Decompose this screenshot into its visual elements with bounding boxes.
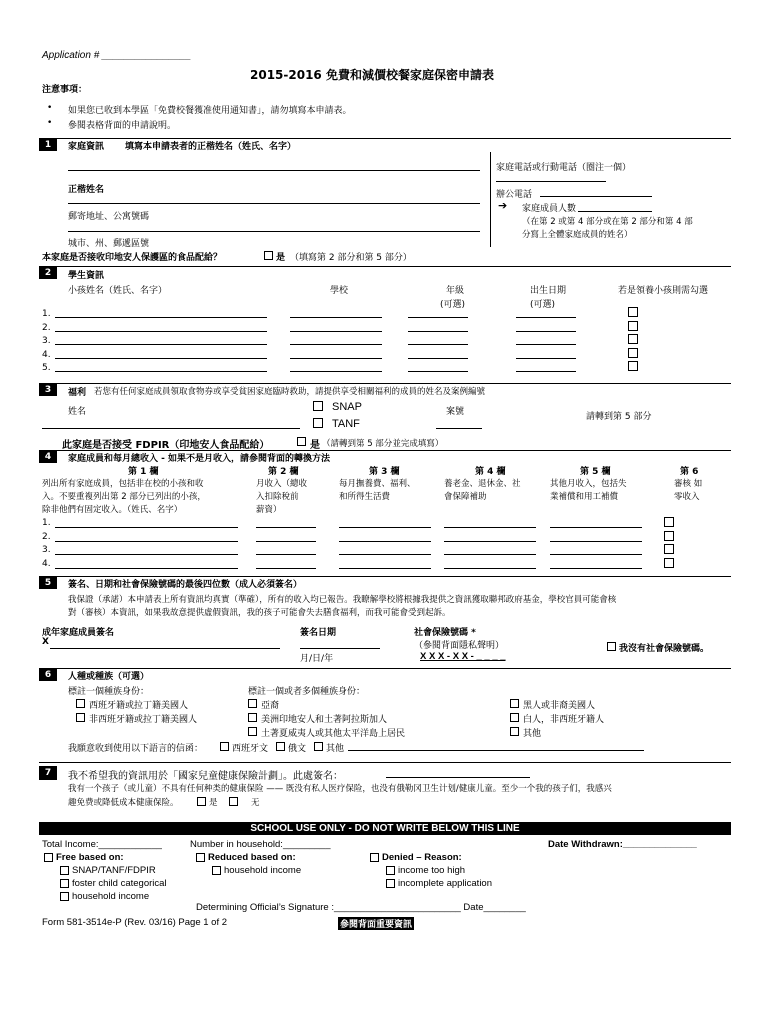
column-description: 每月撫養費、福利、 — [339, 479, 416, 489]
parent-name-field[interactable] — [68, 170, 480, 171]
note-item: 參閱表格背面的申請說明。 — [68, 121, 177, 131]
yes-label: 是 — [310, 440, 320, 451]
column-header: 出生日期 — [530, 286, 567, 296]
member-name-field[interactable] — [55, 527, 238, 528]
dob-field[interactable] — [516, 371, 576, 372]
row-number: 1. — [42, 518, 51, 528]
foster-checkbox[interactable] — [628, 307, 638, 317]
snap-checkbox[interactable] — [313, 401, 323, 411]
column-description: 零收入 — [674, 492, 700, 502]
option-label: 其他 — [326, 744, 345, 754]
no-ssn-label: 我沒有社會保險號碼。 — [619, 644, 710, 654]
option-label: 土著夏威夷人或其他太平洋島上居民 — [261, 729, 406, 739]
reduced-checkbox[interactable] — [196, 853, 205, 862]
column-description: 入扣除稅前 — [256, 492, 299, 502]
race-asian-checkbox[interactable] — [248, 699, 257, 708]
signature-date-field[interactable] — [300, 648, 380, 649]
denied-label: Denied – Reason: — [382, 852, 462, 863]
work-phone-label: 辦公電話 — [496, 190, 533, 200]
city-field[interactable] — [68, 231, 480, 232]
column-header: 年級 — [446, 286, 465, 296]
support-income-field[interactable] — [339, 554, 431, 555]
fdpir-yes-checkbox[interactable] — [264, 251, 273, 260]
grade-field[interactable] — [408, 344, 468, 345]
section-number: 3 — [39, 384, 57, 396]
row-number: 2. — [42, 531, 51, 542]
insurance-no-checkbox[interactable] — [229, 797, 238, 806]
city-label: 城市、州、郵遞區號 — [68, 239, 150, 249]
application-number: Application # ________________ — [42, 50, 192, 61]
ssn-note: （參閱背面隱私聲明） — [414, 641, 505, 651]
lang-other-field[interactable] — [348, 750, 644, 751]
column-description: 其他月收入，包括失 — [550, 479, 627, 489]
section-description: 對（審核）本資訊，如果我故意提供虛假資訊，我的孩子可能會失去膳食福利，而我可能會受到起訴。 — [68, 608, 451, 618]
section-heading: 人種或種族（可選） — [68, 672, 150, 682]
x-mark: X — [42, 637, 49, 647]
other-income-field[interactable] — [550, 527, 642, 528]
column-header: 若是領養小孩則需勾選 — [618, 286, 709, 296]
pension-income-field[interactable] — [444, 527, 536, 528]
fdpir-note: （填寫第 2 部分和第 5 部分） — [290, 253, 412, 263]
column-description: 業補償和用工補償 — [550, 492, 619, 502]
home-phone-label: 家庭電話或行動電話（圈注一個） — [496, 163, 632, 173]
child-name-field[interactable] — [55, 331, 267, 332]
option-label: household income — [224, 865, 302, 876]
race-native-american-checkbox[interactable] — [248, 713, 257, 722]
section-heading: 家庭成員和每月總收入 - 如果不是月收入，請參閱背面的轉換方法 — [68, 454, 331, 464]
column-description: 列出所有家庭成員，包括非在校的小孩和收 — [42, 479, 204, 489]
section-heading: 簽名、日期和社會保險號碼的最後四位數（成人必須簽名） — [68, 580, 303, 590]
option-label: 西班牙文 — [232, 744, 269, 754]
race-pacific-islander-checkbox[interactable] — [248, 727, 257, 736]
work-phone-field[interactable] — [540, 196, 652, 197]
no-label: 无 — [251, 798, 260, 808]
child-name-field[interactable] — [55, 358, 267, 359]
row-number: 3. — [42, 336, 51, 346]
option-label: foster child categorical — [72, 878, 167, 889]
other-income-field[interactable] — [550, 541, 642, 542]
column-description: 和所得生活費 — [339, 492, 391, 502]
free-label: Free based on: — [56, 852, 124, 863]
adult-signature-field[interactable] — [50, 648, 280, 649]
foster-checkbox[interactable] — [628, 321, 638, 331]
section-number: 2 — [39, 267, 57, 279]
form-id: Form 581-3514e-P (Rev. 03/16) Page 1 of 2 — [42, 917, 228, 928]
pension-income-field[interactable] — [444, 541, 536, 542]
arrow-right-icon: ➔ — [498, 199, 508, 212]
snap-label: SNAP — [332, 401, 362, 413]
monthly-income-field[interactable] — [256, 568, 316, 569]
column-divider — [490, 152, 491, 247]
other-income-field[interactable] — [550, 554, 642, 555]
grade-field[interactable] — [408, 371, 468, 372]
column-description: 會保障補助 — [444, 492, 487, 502]
row-number: 4. — [42, 558, 51, 569]
section-divider — [39, 762, 731, 763]
option-label: 西班牙籍或拉丁籍美國人 — [89, 701, 189, 711]
tanf-label: TANF — [332, 418, 360, 430]
section-heading: 學生資訊 — [68, 271, 105, 281]
goto-section-5: 請轉到第 5 部分 — [586, 412, 652, 422]
lang-spanish-checkbox[interactable] — [220, 742, 229, 751]
ssn-label: 社會保險號碼 * — [414, 628, 476, 638]
option-label: income too high — [398, 865, 466, 876]
bullet-icon: • — [47, 103, 53, 113]
pension-income-field[interactable] — [444, 554, 536, 555]
row-number: 4. — [42, 349, 51, 360]
household-count-label: 家庭成員人數 — [522, 204, 577, 214]
child-name-field[interactable] — [55, 317, 267, 318]
reduced-label: Reduced based on: — [208, 852, 296, 863]
adult-signature-label: 成年家庭成員簽名 — [42, 628, 115, 638]
section-heading: 我不希望我的資訊用於「國家兒童健康保險計劃」。此處簽名： — [68, 771, 343, 782]
fdpir-yes-checkbox[interactable] — [297, 437, 306, 446]
zero-income-checkbox[interactable] — [664, 558, 674, 568]
reduced-income-checkbox[interactable] — [212, 866, 221, 875]
child-name-field[interactable] — [55, 344, 267, 345]
household-count-field[interactable] — [578, 211, 652, 212]
address-field[interactable] — [68, 203, 480, 204]
pension-income-field[interactable] — [444, 568, 536, 569]
dob-field[interactable] — [516, 331, 576, 332]
benefit-name-field[interactable] — [42, 428, 300, 429]
page-title: 2015-2016 免費和減價校餐家庭保密申請表 — [250, 68, 494, 82]
column-header: 第 5 欄 — [580, 467, 611, 477]
race-black-checkbox[interactable] — [510, 699, 519, 708]
school-field[interactable] — [290, 331, 382, 332]
option-label: 非西班牙籍或拉丁籍美國人 — [89, 715, 198, 725]
zero-income-checkbox[interactable] — [664, 544, 674, 554]
school-field[interactable] — [290, 317, 382, 318]
ethnicity-label: 標註一個種族身份： — [68, 687, 150, 697]
ethnicity-hispanic-checkbox[interactable] — [76, 699, 85, 708]
signature-date-label: 簽名日期 — [300, 628, 337, 638]
free-snap-checkbox[interactable] — [60, 866, 69, 875]
chip-signature-field[interactable] — [386, 777, 530, 778]
lang-other-checkbox[interactable] — [314, 742, 323, 751]
school-field[interactable] — [290, 371, 382, 372]
section-number: 6 — [39, 669, 57, 681]
note-item: 如果您已收到本學區「免費校餐獲准使用通知書」，請勿填寫本申請表。 — [68, 106, 352, 116]
official-signature[interactable]: Determining Official’s Signature :________________________ Date________ — [196, 902, 526, 913]
option-label: 白人，非西班牙籍人 — [523, 715, 605, 725]
number-household[interactable]: Number in household:_________ — [190, 839, 331, 850]
fdpir-question: 本家庭是否接收印地安人保護區的食品配給？ — [42, 253, 223, 263]
ssn-field[interactable]: X X X - X X - _ _ _ _ — [420, 651, 506, 662]
denied-incomplete-checkbox[interactable] — [386, 879, 395, 888]
monthly-income-field[interactable] — [256, 554, 316, 555]
option-label: household income — [72, 891, 150, 902]
case-number-label: 案號 — [446, 407, 465, 417]
notes-heading: 注意事項： — [42, 85, 88, 95]
yes-label: 是 — [276, 253, 286, 263]
dob-field[interactable] — [516, 317, 576, 318]
monthly-income-field[interactable] — [256, 527, 316, 528]
section-number: 4 — [39, 451, 57, 463]
other-income-field[interactable] — [550, 568, 642, 569]
fdpir-note: （請轉到第 5 部分並完成填寫） — [322, 439, 444, 449]
grade-field[interactable] — [408, 331, 468, 332]
section-description: 趣免费或降低成本健康保险。 — [68, 798, 179, 808]
option-label: SNAP/TANF/FDPIR — [72, 865, 156, 876]
option-label: 亞裔 — [261, 701, 280, 711]
foster-checkbox[interactable] — [628, 361, 638, 371]
section-number: 5 — [39, 577, 57, 589]
race-label: 標註一個或者多個種族身份： — [248, 687, 366, 697]
section-description: 我保證（承諾）本申請表上所有資訊均真實（準確），所有的收入均已報告。我瞭解學校將根據我提供之資訊獲取聯邦政府基金，學校官員可能會核 — [68, 595, 617, 605]
row-number: 3. — [42, 545, 51, 555]
section-description: 我有一个孩子（或儿童）不具有任何种类的健康保险 —— 既没有私人医疗保险，也没有俄勒冈卫生计划/健康儿童。至少一个我的孩子们，我感兴 — [68, 784, 612, 794]
date-withdrawn[interactable]: Date Withdrawn:______________ — [548, 839, 697, 850]
insurance-yes-checkbox[interactable] — [197, 797, 206, 806]
row-number: 1. — [42, 309, 51, 319]
option-label: 俄文 — [288, 744, 307, 754]
section-number: 1 — [39, 139, 57, 151]
home-phone-field[interactable] — [496, 181, 606, 182]
column-header-sub: (可選) — [530, 300, 556, 310]
column-header: 小孩姓名（姓氏、名字） — [68, 286, 168, 296]
yes-label: 是 — [209, 798, 218, 808]
member-name-field[interactable] — [55, 554, 238, 555]
bullet-icon: • — [47, 118, 53, 128]
zero-income-checkbox[interactable] — [664, 531, 674, 541]
column-description: 審核 如 — [674, 479, 703, 489]
column-header: 第 3 欄 — [369, 467, 400, 477]
column-description: 除非他們有固定收入。（姓氏、名字） — [42, 505, 183, 515]
tanf-checkbox[interactable] — [313, 418, 323, 428]
foster-checkbox[interactable] — [628, 334, 638, 344]
section-description: 若您有任何家庭成員領取食物券或享受貧困家庭臨時救助，請提供享受相關福利的成員的姓名及案例編號 — [94, 387, 486, 397]
row-number: 2. — [42, 322, 51, 333]
column-description: 入。不要重複列出第 2 部分已列出的小孩， — [42, 492, 206, 502]
row-number: 5. — [42, 363, 51, 373]
column-header: 第 4 欄 — [475, 467, 506, 477]
free-checkbox[interactable] — [44, 853, 53, 862]
option-label: incomplete application — [398, 878, 493, 889]
free-foster-checkbox[interactable] — [60, 879, 69, 888]
school-use-bar: SCHOOL USE ONLY - DO NOT WRITE BELOW THIS LINE — [39, 822, 731, 835]
zero-income-checkbox[interactable] — [664, 517, 674, 527]
denied-income-checkbox[interactable] — [386, 866, 395, 875]
grade-field[interactable] — [408, 358, 468, 359]
address-label: 郵寄地址、公寓號碼 — [68, 212, 150, 222]
column-header: 第 6 — [680, 467, 699, 477]
support-income-field[interactable] — [339, 527, 431, 528]
dob-field[interactable] — [516, 358, 576, 359]
column-description: 薪資） — [256, 505, 282, 515]
case-number-field[interactable] — [436, 428, 482, 429]
child-name-field[interactable] — [55, 371, 267, 372]
section-heading: 福利 — [68, 388, 87, 398]
denied-checkbox[interactable] — [370, 853, 379, 862]
total-income[interactable]: Total Income:____________ — [42, 839, 162, 850]
column-description: 養老金、退休金、社 — [444, 479, 521, 489]
option-label: 其他 — [523, 729, 542, 739]
option-label: 黑人或非裔美國人 — [523, 701, 596, 711]
household-count-note: 分寫上全體家庭成員的姓名） — [522, 230, 633, 240]
section-number: 7 — [39, 766, 57, 780]
name-label: 正楷姓名 — [68, 185, 105, 195]
section-divider — [39, 266, 731, 267]
section-heading: 家庭資訊 — [68, 142, 105, 152]
member-name-field[interactable] — [55, 541, 238, 542]
column-header-sub: (可選) — [440, 300, 466, 310]
race-white-checkbox[interactable] — [510, 713, 519, 722]
lang-russian-checkbox[interactable] — [276, 742, 285, 751]
no-ssn-checkbox[interactable] — [607, 642, 616, 651]
date-format: 月/日/年 — [300, 654, 334, 664]
free-income-checkbox[interactable] — [60, 892, 69, 901]
language-label: 我願意收到使用以下語言的信函： — [68, 744, 204, 754]
column-header: 學校 — [330, 286, 349, 296]
option-label: 美洲印地安人和土著阿拉斯加人 — [261, 715, 388, 725]
dob-field[interactable] — [516, 344, 576, 345]
school-field[interactable] — [290, 344, 382, 345]
ethnicity-non-hispanic-checkbox[interactable] — [76, 713, 85, 722]
grade-field[interactable] — [408, 317, 468, 318]
section-subheading: 填寫本申請表者的正楷姓名（姓氏、名字） — [125, 142, 297, 152]
column-header: 第 1 欄 — [128, 467, 159, 477]
column-description: 月收入（總收 — [256, 479, 308, 489]
see-back-notice: 參閱背面重要資訊 — [338, 917, 414, 930]
household-count-note: （在第 2 或第 4 部分或在第 2 部分和第 4 部 — [522, 217, 693, 227]
support-income-field[interactable] — [339, 568, 431, 569]
school-field[interactable] — [290, 358, 382, 359]
benefit-name-label: 姓名 — [68, 407, 87, 417]
fdpir-question: 此家庭是否接受 FDPIR（印地安人食品配給） — [62, 440, 270, 451]
race-other-checkbox[interactable] — [510, 727, 519, 736]
member-name-field[interactable] — [55, 568, 238, 569]
monthly-income-field[interactable] — [256, 541, 316, 542]
column-header: 第 2 欄 — [268, 467, 299, 477]
foster-checkbox[interactable] — [628, 348, 638, 358]
support-income-field[interactable] — [339, 541, 431, 542]
section-divider — [39, 383, 731, 384]
